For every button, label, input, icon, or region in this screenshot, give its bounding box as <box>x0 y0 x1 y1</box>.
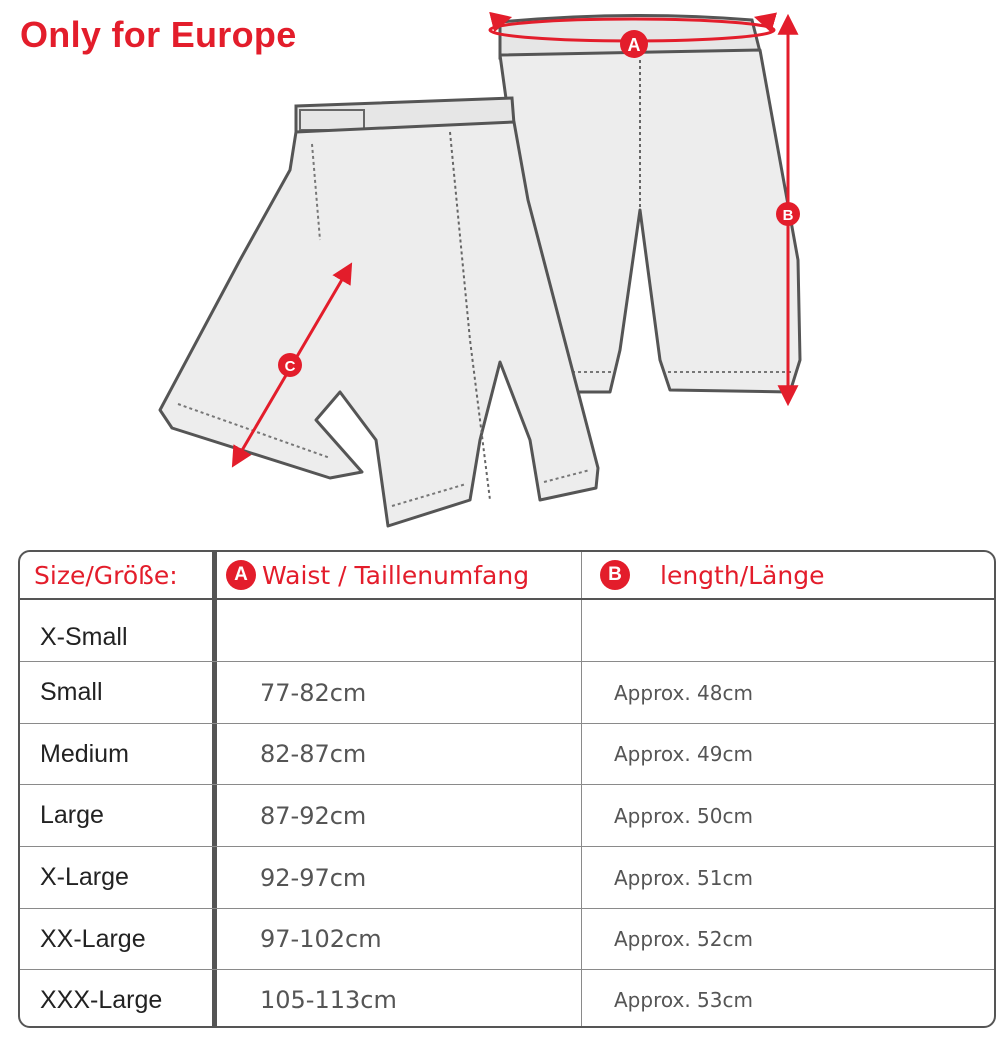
size-name: Large <box>40 801 104 829</box>
length-value: Approx. 49cm <box>614 742 753 766</box>
waist-value: 105-113cm <box>260 986 397 1014</box>
table-row <box>20 724 994 785</box>
size-name: XXX-Large <box>40 985 163 1014</box>
length-header-label: length/Länge <box>660 560 825 590</box>
table-row <box>20 785 994 847</box>
page-title: Only for Europe <box>20 14 297 55</box>
waist-value: 82-87cm <box>260 740 367 768</box>
size-column-header: Size/Größe: <box>34 560 178 590</box>
marker-c-label: C <box>284 358 296 375</box>
size-name: Small <box>40 678 103 706</box>
length-value: Approx. 50cm <box>614 803 753 828</box>
waist-value: 77-82cm <box>260 678 367 707</box>
table-row <box>20 909 994 970</box>
marker-a-badge: A <box>226 560 256 590</box>
marker-b-badge: B <box>600 560 630 590</box>
size-name: Medium <box>40 739 129 768</box>
length-value: Approx. 53cm <box>614 988 753 1012</box>
marker-a-label: A <box>627 35 641 55</box>
waist-header-label: Waist / Taillenumfang <box>262 560 530 590</box>
waist-value: 97-102cm <box>260 925 382 953</box>
size-name: X-Large <box>40 863 129 891</box>
table-row <box>20 600 994 662</box>
table-row <box>20 970 994 1028</box>
size-name: XX-Large <box>40 924 146 953</box>
table-header-row <box>20 552 994 600</box>
waist-value: 87-92cm <box>260 801 367 830</box>
waist-value: 92-97cm <box>260 863 367 892</box>
length-value: Approx. 52cm <box>614 927 753 951</box>
size-chart-table <box>18 550 996 1028</box>
size-name: X-Small <box>40 623 128 651</box>
table-row <box>20 847 994 909</box>
length-value: Approx. 51cm <box>614 865 753 890</box>
length-value: Approx. 48cm <box>614 680 753 705</box>
table-row <box>20 662 994 724</box>
marker-b-label: B <box>782 207 794 224</box>
length-column-header <box>582 552 996 598</box>
waist-column-header <box>214 552 582 598</box>
